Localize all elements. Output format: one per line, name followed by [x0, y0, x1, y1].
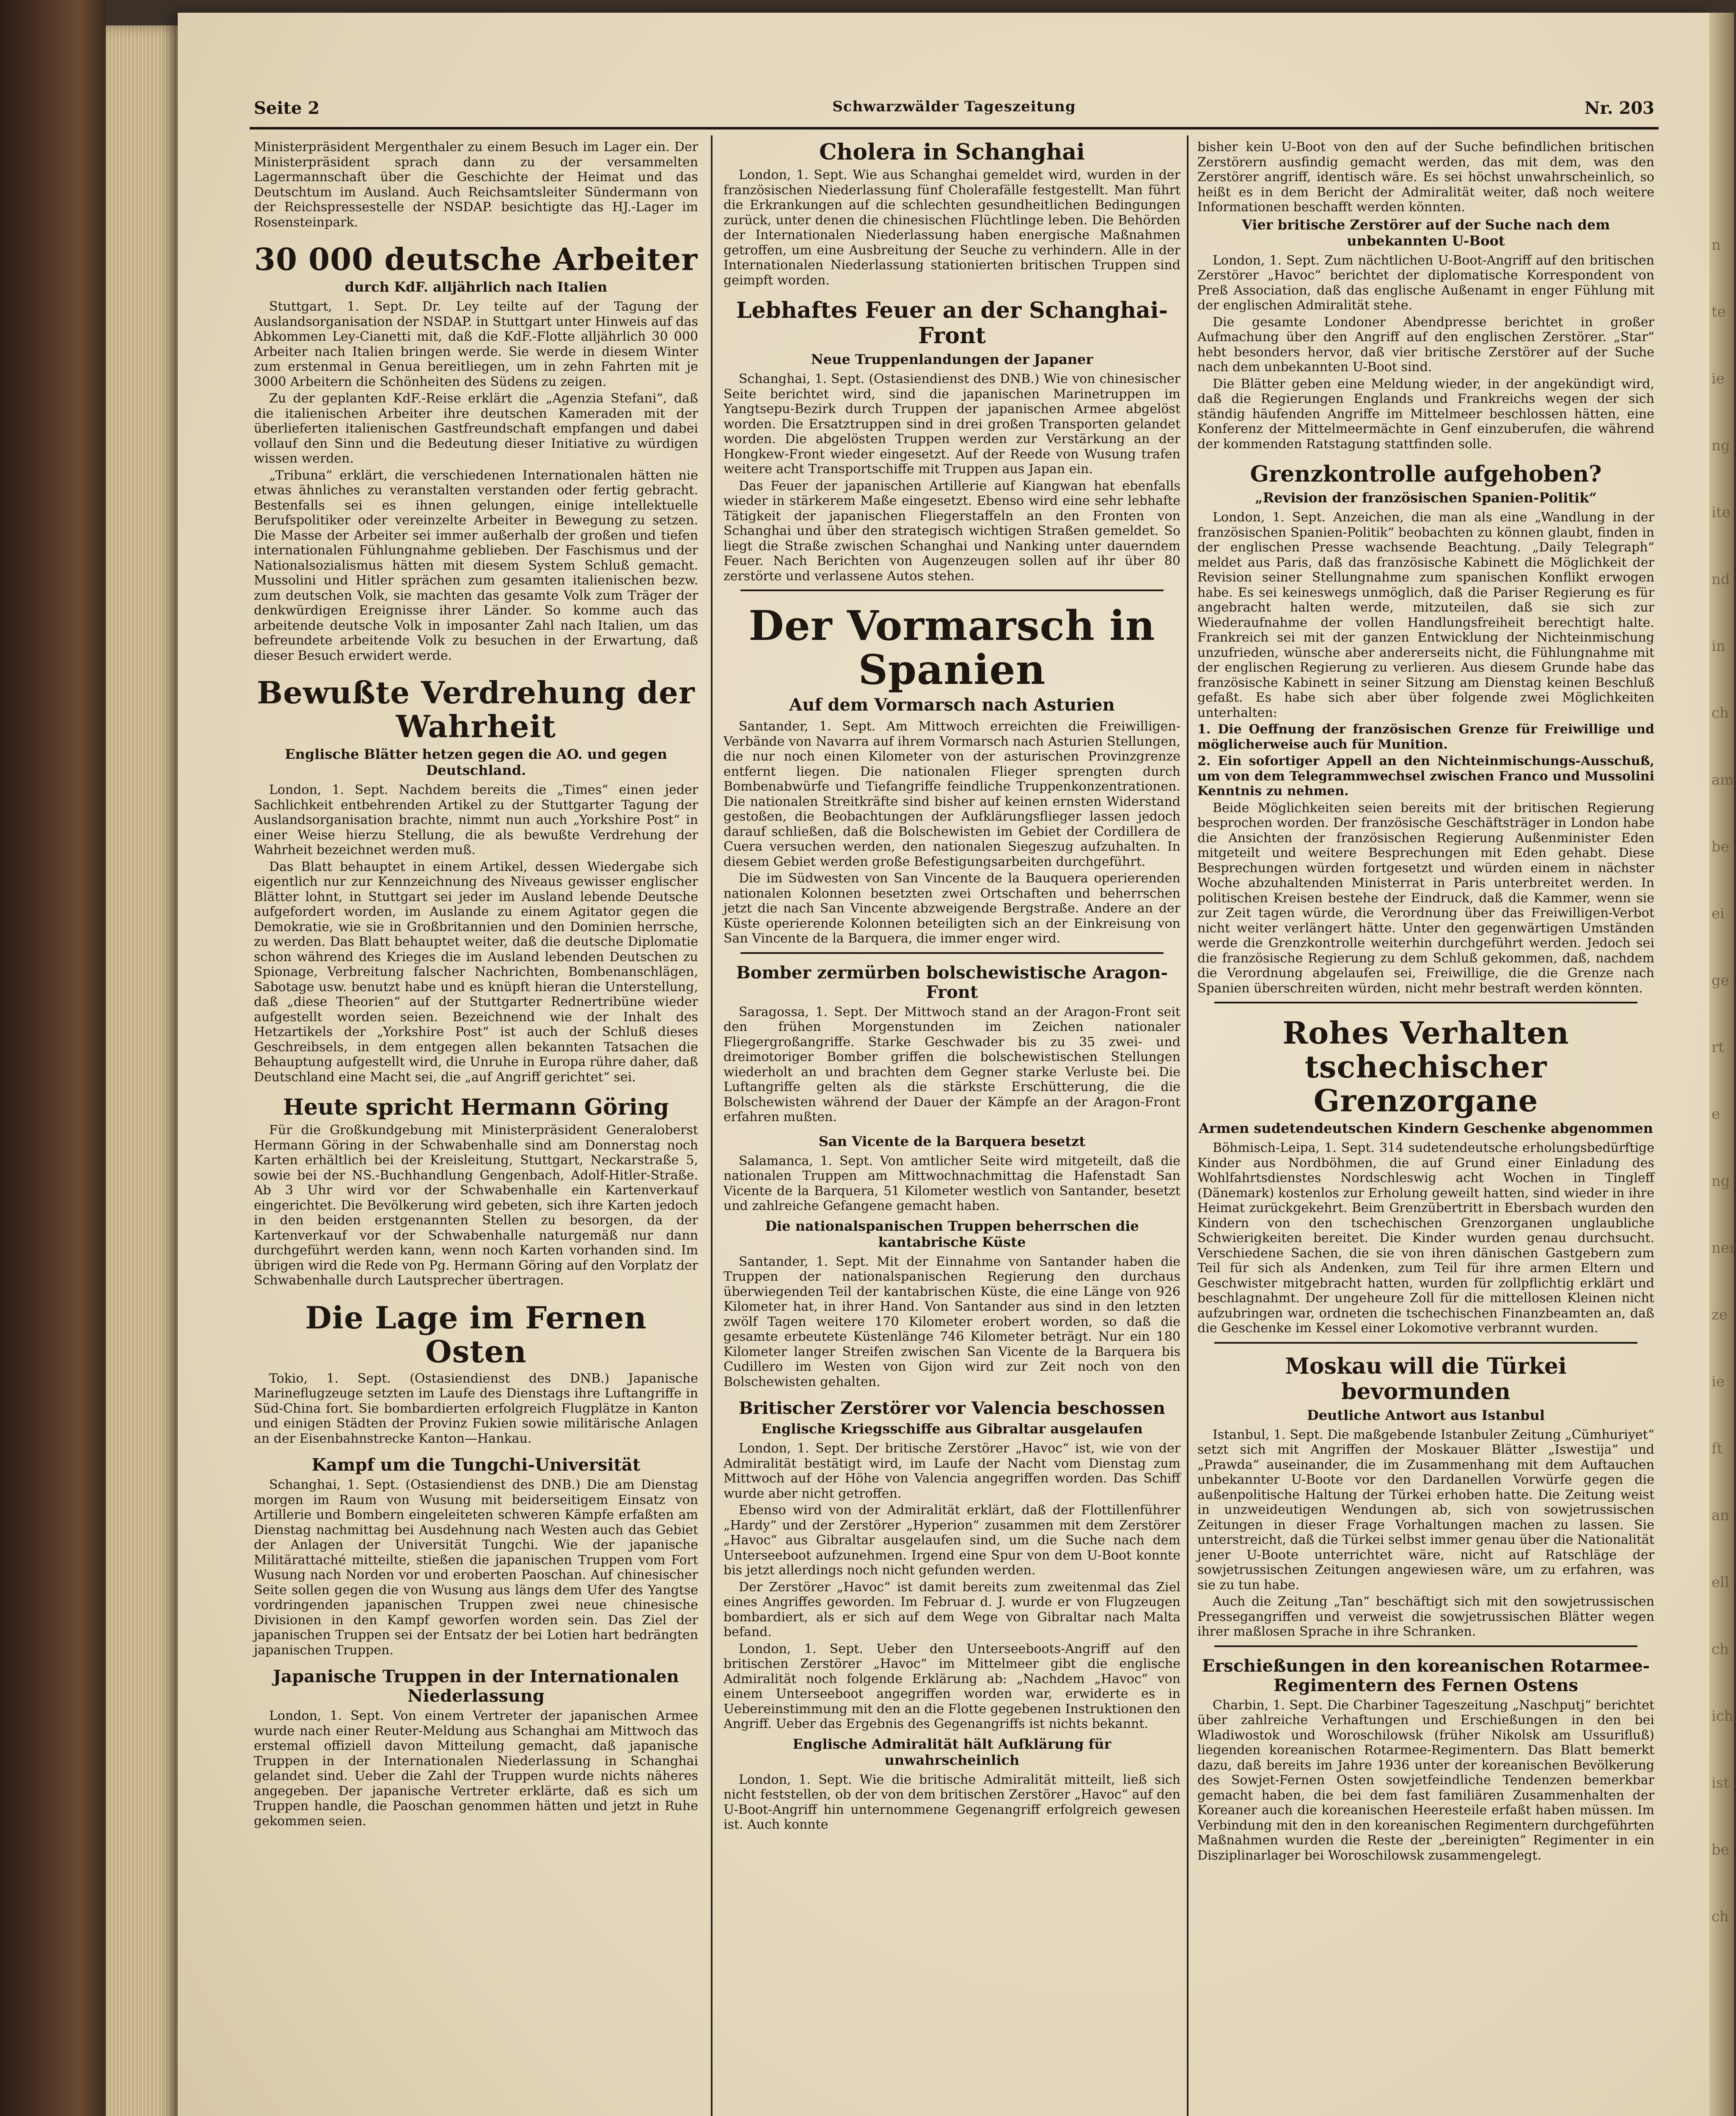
separator-rule	[740, 952, 1164, 954]
column-divider	[711, 135, 713, 2116]
article-paragraph: London, 1. Sept. Wie die britische Admiralität mitteilt, ließ sich nicht feststellen, ob der von dem britischen Zerstörer „Havoc“ auf den U-Boot-Angriff hin unternommene Gegenangriff erfolgreich gewesen ist. Auch konnte	[724, 1772, 1180, 1832]
bleed-fragment: ich	[1711, 1708, 1733, 1725]
bleed-fragment: ze	[1711, 1306, 1728, 1323]
article-paragraph: London, 1. Sept. Von einem Vertreter der japanischen Armee wurde nach einer Reuter-Meldung aus Schanghai am Mittwoch das erstemal offiziell davon Mitteilung gemacht, daß japanische Truppen in der Internationalen Niederlassung in Schanghai gelandet sind. Ueber die Zahl der Truppen wurde nichts näheres angegeben. Der japanische Vertreter erklärte, daß es sich um Truppen handle, die Paoschan genommen hätten und jetzt in Ruhe gekommen seien.	[254, 1708, 698, 1829]
article-paragraph: London, 1. Sept. Anzeichen, die man als eine „Wandlung in der französischen Spanien-Politik“ beobachten zu können glaubt, finden in der englischen Presse wachsende Beachtung. „Daily Telegraph“ meldet aus Paris, daß das französische Kabinett die Möglichkeit der Revision seiner Stellungnahme zum spanischen Konflikt erwogen habe. Es sei keineswegs unmöglich, daß die Pariser Regierung es für angebracht halten werde, mitzuteilen, daß sie sich zur Wiederaufnahme der vollen Handlungsfreiheit berechtigt halte. Frankreich sei mit der ganzen Entwicklung der Nichteinmischung unzufrieden, wünsche aber andererseits nicht, die Fühlungnahme mit der englischen Regierung zu verlieren. Aus diesem Grunde habe das französische Kabinett in seiner Sitzung am Dienstag keinen Beschluß gefaßt. Es habe sich aber über folgende zwei Möglichkeiten unterhalten:	[1197, 510, 1654, 720]
bleed-fragment: ng	[1711, 437, 1730, 454]
page-number: Seite 2	[254, 98, 320, 118]
headline: Cholera in Schanghai	[819, 139, 1085, 165]
subheadline: Englische Blätter hetzen gegen die AO. und gegen Deutschland.	[285, 746, 667, 778]
bleed-fragment: e	[1711, 1106, 1720, 1123]
article-paragraph: London, 1. Sept. Nachdem bereits die „Times“ einen jeder Sachlichkeit entbehrenden Artikel zu der Stuttgarter Tagung der Auslandsorganisation brachte, nimmt nun auch „Yorkshire Post“ in einer Weise hierzu Stellung, die als bewußte Verdrehung der Wahrheit bezeichnet werden muß.	[254, 782, 698, 857]
article-paragraph: 1. Die Oeffnung der französischen Grenze für Freiwillige und möglicherweise auch für Munition.	[1197, 722, 1654, 752]
newspaper-title: Schwarzwälder Tageszeitung	[832, 98, 1076, 115]
bleed-fragment: am	[1711, 771, 1734, 788]
article-paragraph: Der Zerstörer „Havoc“ ist damit bereits zum zweitenmal das Ziel eines Angriffes geworden. Im Februar d. J. wurde er von Flugzeugen bombardiert, als er sich auf dem Wege von Gibraltar nach Malta befand.	[724, 1579, 1180, 1639]
subheadline: Auf dem Vormarsch nach Asturien	[789, 695, 1115, 715]
bleed-fragment: nd	[1711, 571, 1730, 588]
article-paragraph: Charbin, 1. Sept. Die Charbiner Tageszeitung „Naschputj“ berichtet über zahlreiche Verhaftungen und Erschießungen in den bei Wladiwostok und Woroschilowsk (früher Nikolsk am Ussurifluß) liegenden koreanischen Rotarmee-Regimentern. Das Blatt bemerkt dazu, daß bereits im Jahre 1936 unter der koreanischen Bevölkerung des Sowjet-Fernen Osten sowjetfeindliche Tendenzen bemerkbar gemacht haben, die bei dem fast familiären Zusammenhalten der Koreaner auch die koreanischen Heeresteile erfaßt haben müssen. Im Verbindung mit den in den koreanischen Regimentern durchgeführten Maßnahmen wurden die Reste der „bereinigten“ Regimenter in ein Disziplinarlager bei Woroschilowsk zusammengelegt.	[1197, 1697, 1654, 1863]
bleed-fragment: ie	[1711, 1373, 1725, 1390]
article-paragraph: Das Blatt behauptet in einem Artikel, dessen Wiedergabe sich eigentlich nur zur Kennzeichnung des Niveaus gewisser englischer Blätter lohnt, in Stuttgart sei jeder im Ausland lebende Deutsche aufgefordert worden, im Auslande zu einem Agitator gegen die Demokratie, wie sie in Großbritannien und den Dominien herrsche, zu werden. Das Blatt behauptet weiter, daß die deutsche Diplomatie schon während des Krieges die im Ausland lebenden Deutschen zu Spionage, Verbreitung falscher Nachrichten, Bombenanschlägen, Sabotage usw. benutzt habe und es knüpft hieran die Unterstellung, daß „diese Theorien“ auf der Stuttgarter Rednertribüne wieder aufgestellt worden seien. Bezeichnend wie der Inhalt des Hetzartikels der „Yorkshire Post“ ist auch der Schluß dieses Geschreibsels, in dem entgegen allen bekannten Tatsachen die Behauptung aufgestellt wird, die Unruhe in Europa rühre daher, daß Deutschland eine Macht sei, die „auf Angriff gerichtet“ sei.	[254, 859, 698, 1085]
headline: Moskau will die Türkei bevormunden	[1285, 1353, 1567, 1405]
article-paragraph: Schanghai, 1. Sept. (Ostasiendienst des DNB.) Wie von chinesischer Seite berichtet wird, sind die japanischen Marinetruppen im Yangtsepu-Bezirk durch Truppen der japanischen Armee abgelöst worden. Die Ersatztruppen sind in drei großen Transporten gelandet worden. Die abgelösten Truppen werden zur Verstärkung an der Hongkew-Front wieder eingesetzt. Auf der Reede von Wusung trafen weitere acht Transportschiffe mit Truppen aus Japan ein.	[724, 372, 1180, 477]
headline: Heute spricht Hermann Göring	[283, 1094, 669, 1120]
bleed-fragment: an	[1711, 1507, 1730, 1524]
header-rule	[250, 127, 1659, 129]
article-paragraph: 2. Ein sofortiger Appell an den Nichteinmischungs-Ausschuß, um von dem Telegrammwechsel zwischen Franco und Mussolini Kenntnis zu nehmen.	[1197, 754, 1654, 799]
article-paragraph: Istanbul, 1. Sept. Die maßgebende Istanbuler Zeitung „Cümhuriyet“ setzt sich mit Angriffen der Moskauer Blätter „Iswestija“ und „Prawda“ auseinander, die im Zusammenhang mit dem Auftauchen unbekannter U-Boote vor den Dardanellen Vorwürfe gegen die außenpolitische Haltung der Türkei erhoben hatte. Die Zeitung weist in unzweideutigen Wendungen ab, sich von sowjetrussischen Zeitungen in dieser Frage Vorhaltungen machen zu lassen. Sie unterstreicht, daß die Türkei selbst immer genau über die Nationalität jener U-Boote unterrichtet wäre, nicht auf Ratschläge der sowjetrussischen Zeitungen angewiesen wäre, um zu erfahren, was sie zu tun habe.	[1197, 1427, 1654, 1593]
column-divider	[1187, 135, 1189, 2116]
headline: Lebhaftes Feuer an der Schanghai-Front	[736, 298, 1168, 349]
book-binding	[0, 0, 106, 2116]
next-page-bleed-text	[1711, 237, 1736, 1975]
bleed-fragment: n	[1711, 237, 1721, 253]
bleed-fragment: in	[1711, 638, 1725, 655]
bleed-fragment: ell	[1711, 1574, 1729, 1591]
article-paragraph: Beide Möglichkeiten seien bereits mit der britischen Regierung besprochen worden. Der französische Geschäftsträger in London habe die Ansichten der französischen Regierung Außenminister Eden mitgeteilt und weitere Besprechungen mit Eden gehabt. Diese Besprechungen würden fortgesetzt und würden einem in nächster Woche abzuhaltenden Ministerrat in Paris unterbreitet werden. In politischen Kreisen bestehe der Eindruck, daß die Kammer, wenn sie zur Zeit tagen würde, die Verordnung über das Freiwilligen-Verbot nicht weiter verlängert hätte. Unter den gegenwärtigen Umständen werde die Grenzkontrolle weiterhin durchgeführt werden. Jedoch sei die französische Regierung zu dem Schluß gekommen, daß, nachdem die Verordnung abgelaufen sei, Freiwillige, die die Grenze nach Spanien überschreiten würden, nicht mehr bestraft werden könnten.	[1197, 800, 1654, 996]
article-paragraph: London, 1. Sept. Ueber den Unterseeboots-Angriff auf den britischen Zerstörer „Havoc“ im Mittelmeer gibt die englische Admiralität noch folgende Erklärung ab: „Nachdem „Havoc“ von einem Unterseeboot angegriffen worden war, erwiderte es in Uebereinstimmung mit den an die Flotte gegebenen Instruktionen den Angriff. Ueber das Ergebnis des Gegenangriffs ist nichts bekannt.	[724, 1641, 1180, 1731]
bleed-fragment: ie	[1711, 370, 1725, 387]
article-paragraph: Saragossa, 1. Sept. Der Mittwoch stand an der Aragon-Front seit den frühen Morgenstunden im Zeichen nationaler Fliegergroßangriffe. Starke Geschwader bis zu 35 zwei- und dreimotoriger Bomber griffen die bolschewistischen Stellungen wiederholt an und brachten dem Gegner starke Verluste bei. Die Luftangriffe gelten als die stärkste Erschütterung, die die Bolschewisten während der Dauer der Kämpfe an der Aragon-Front erfahren mußten.	[724, 1004, 1180, 1124]
bleed-fragment: ch	[1711, 1641, 1729, 1658]
article-continuation: bisher kein U-Boot von den auf der Suche befindlichen britischen Zerstörern ausfindig gemacht werden, das mit dem, was den Zerstörer angriff, identisch wäre. Es sei höchst unwahrscheinlich, so heißt es in dem Bericht der Admiralität weiter, daß noch weitere Informationen beschafft werden könnten.	[1197, 140, 1654, 215]
headline: Rohes Verhalten tschechischer Grenzorgane	[1282, 1015, 1569, 1119]
bleed-fragment: ist	[1711, 1774, 1729, 1791]
bleed-fragment: te	[1711, 303, 1726, 320]
headline: Bomber zermürben bolschewistische Aragon-Front	[736, 962, 1168, 1002]
section-heading: Vier britische Zerstörer auf der Suche nach dem unbekannten U-Boot	[1241, 216, 1610, 249]
article-paragraph: London, 1. Sept. Der britische Zerstörer „Havoc“ ist, wie von der Admiralität bestätigt wird, im Laufe der Nacht vom Dienstag zum Mittwoch auf der Höhe von Valencia angegriffen worden. Das Schiff wurde aber nicht getroffen.	[724, 1441, 1180, 1501]
subheadline: „Revision der französischen Spanien-Politik“	[1255, 490, 1597, 506]
section-heading: Kampf um die Tungchi-Universität	[311, 1455, 641, 1475]
column-1	[254, 140, 698, 2116]
headline: Erschießungen in den koreanischen Rotarmee-Regimentern des Fernen Ostens	[1202, 1656, 1650, 1695]
section-heading: Japanische Truppen in der Internationalen Niederlassung	[273, 1667, 679, 1706]
bleed-fragment: ner	[1711, 1240, 1736, 1256]
page-header	[254, 98, 1654, 124]
article-paragraph: London, 1. Sept. Wie aus Schanghai gemeldet wird, wurden in der französischen Niederlassung fünf Cholerafälle festgestellt. Man führt die Erkrankungen auf die schlechten gesundheitlichen Bedingungen zurück, unter denen die chinesischen Flüchtlinge leben. Die Behörden der Internationalen Niederlassung haben energische Maßnahmen getroffen, um eine Ausbreitung der Seuche zu verhindern. Alle in der Internationalen Niederlassung stationierten britischen Truppen sind geimpft worden.	[724, 168, 1180, 288]
article-paragraph: „Tribuna“ erklärt, die verschiedenen Internationalen hätten nie etwas ähnliches zu veranstalten verstanden oder fertig gebracht. Bestenfalls sei es ihnen gelungen, einige intellektuelle Berufspolitiker oder vereinzelte Arbeiter in Bewegung zu setzen. Die Masse der Arbeiter sei immer außerhalb der großen und tiefen internationalen Fühlungnahme geblieben. Der Faschismus und der Nationalsozialismus hätten mit diesem System Schluß gemacht. Mussolini und Hitler sprächen zum gesamten italienischen bezw. zum deutschen Volk, sie machten das gesamte Volk zum Träger der denkwürdigen Ereignisse ihrer Länder. So komme auch das arbeitende deutsche Volk in imposanter Zahl nach Italien, um das befreundete arbeitende Volk zu besuchen in der Erwartung, daß dieser Besuch erwidert werde.	[254, 468, 698, 663]
article-paragraph: Für die Großkundgebung mit Ministerpräsident Generaloberst Hermann Göring in der Schwabenhalle sind am Donnerstag noch Karten erhältlich bei der Kreisleitung, Stuttgart, Neckarstraße 5, sowie bei der NS.-Buchhandlung Gengenbach, Adolf-Hitler-Straße. Ab 3 Uhr wird vor der Schwabenhalle ein Kartenverkauf eingerichtet. Die Bevölkerung wird gebeten, sich ihre Karten jedoch in den beiden erstgenannten Stellen zu besorgen, da der Kartenverkauf vor der Schwabenhalle naturgemäß nur dann durchgeführt werden kann, wenn noch Karten vorhanden sind. Im übrigen wird die Rede von Pg. Hermann Göring auf den Vorplatz der Schwabenhalle durch Lautsprecher übertragen.	[254, 1123, 698, 1288]
article-paragraph: Salamanca, 1. Sept. Von amtlicher Seite wird mitgeteilt, daß die nationalen Truppen am Mittwochnachmittag die Hafenstadt San Vicente de la Barquera, 51 Kilometer westlich von Santander, besetzt und zahlreiche Gefangene gemacht haben.	[724, 1153, 1180, 1213]
issue-number: Nr. 203	[1584, 98, 1654, 118]
article-continuation: Ministerpräsident Mergenthaler zu einem Besuch im Lager ein. Der Ministerpräsident sprach dann zu der versammelten Lagermannschaft über die Geschichte der Heimat und das Deutschtum im Ausland. Auch Reichsamtsleiter Sündermann von der Reichspressestelle der NSDAP. besichtigte das HJ.-Lager im Rosensteinpark.	[254, 140, 698, 230]
bleed-fragment: rt	[1711, 1039, 1724, 1056]
bleed-fragment: ge	[1711, 972, 1729, 989]
headline: 30 000 deutsche Arbeiter	[254, 241, 698, 277]
separator-rule	[1214, 1002, 1637, 1003]
article-paragraph: Tokio, 1. Sept. (Ostasiendienst des DNB.) Japanische Marineflugzeuge setzten im Laufe des Dienstags ihre Luftangriffe in Süd-China fort. Sie bombardierten erfolgreich Flugplätze in Kanton und einigen Städten der Provinz Fukien sowie militärische Anlagen an der Eisenbahnstrecke Kanton—Hankau.	[254, 1371, 698, 1446]
subheadline: Deutliche Antwort aus Istanbul	[1307, 1407, 1545, 1423]
headline: Bewußte Verdrehung der Wahrheit	[257, 675, 695, 744]
separator-rule	[740, 590, 1164, 591]
section-heading: Die nationalspanischen Truppen beherrschen die kantabrische Küste	[765, 1218, 1139, 1250]
column-2	[724, 140, 1180, 2116]
bleed-fragment: ei	[1711, 905, 1725, 922]
separator-rule	[1214, 1645, 1637, 1647]
bleed-fragment: ft	[1711, 1440, 1723, 1457]
article-paragraph: Schanghai, 1. Sept. (Ostasiendienst des DNB.) Die am Dienstag morgen im Raum von Wusung mit beiderseitigem Einsatz von Artillerie und Bombern eingeleiteten schweren Kämpfe erfaßten am Dienstag nachmittag bei Ausdehnung nach Westen auch das Gebiet der Anlagen der Universität Tungchi. Wie der japanische Militärattaché mitteilte, stießen die japanischen Truppen vom Fort Wusung nach Norden vor und eroberten Paoschan. Auf chinesischer Seite sollen gegen die von Wusung aus längs dem Ufer des Yangtse vordringenden japanischen Truppen zwei neue chinesische Divisionen in den Kampf geworfen worden sein. Das Ziel der japanischen Truppen sei der Entsatz der bei Lotien hart bedrängten japanischen Truppen.	[254, 1477, 698, 1658]
article-paragraph: Böhmisch-Leipa, 1. Sept. 314 sudetendeutsche erholungsbedürftige Kinder aus Nordböhmen, die auf Grund einer Einladung des Wohlfahrtsdienstes Nordschleswig acht Wochen in Tingleff (Dänemark) kostenlos zur Erholung geweilt hatten, sind wieder in ihre Heimat zurückgekehrt. Beim Grenzübertritt in Ebersbach wurden den Kindern von den tschechischen Grenzorganen unglaubliche Schwierigkeiten bereitet. Die Kinder wurden genau durchsucht. Verschiedene Sachen, die sie von ihren dänischen Gastgebern zum Teil für sich als Andenken, zum Teil für ihre armen Eltern und Geschwister mitgebracht hatten, wurden für zollpflichtig erklärt und beschlagnahmt. Der ungeheure Zoll für die mittellosen Kleinen nicht aufzubringen war, ordneten die tschechischen Finanzbeamten an, daß die Geschenke im Kessel einer Lokomotive verbrannt wurden.	[1197, 1141, 1654, 1336]
article-paragraph: Das Feuer der japanischen Artillerie auf Kiangwan hat ebenfalls wieder in stärkerem Maße eingesetzt. Ebenso wird eine sehr lebhafte Tätigkeit der japanischen Fliegerstaffeln an den Fronten von Schanghai und über den strategisch wichtigen Straßen gemeldet. So liegt die Straße zwischen Schanghai und Nanking unter dauerndem Feuer. Nach Berichten von Augenzeugen sollen auf ihr über 80 zerstörte und verlassene Autos stehen.	[724, 478, 1180, 584]
section-heading: San Vicente de la Barquera besetzt	[818, 1133, 1086, 1149]
headline: Britischer Zerstörer vor Valencia beschossen	[738, 1398, 1166, 1418]
article-paragraph: Ebenso wird von der Admiralität erklärt, daß der Flottillenführer „Hardy“ und der Zerstörer „Hyperion“ zusammen mit dem Zerstörer „Havoc“ aus Gibraltar ausgelaufen sind, um die Suche nach dem Unterseeboot aufzunehmen. Irgend eine Spur von dem U-Boot konnte bis jetzt allerdings noch nicht gefunden werden.	[724, 1503, 1180, 1578]
article-paragraph: Santander, 1. Sept. Am Mittwoch erreichten die Freiwilligen-Verbände von Navarra auf ihrem Vormarsch nach Asturien Stellungen, die nur noch einen Kilometer von der asturischen Provinzgrenze entfernt liegen. Die nationalen Flieger sprengten durch Bombenabwürfe und Tiefangriffe feindliche Truppenkonzentrationen. Die nationalen Streitkräfte sind bisher auf keinen ernsten Widerstand gestoßen, die Beobachtungen der Aufklärungsflieger lassen jedoch darauf schließen, daß die Bolschewisten im Gebiet der Cordillera de Cuera versuchen werden, den nationalen Siegeszug aufzuhalten. In diesem Gebiet werden große Befestigungsarbeiten durchgeführt.	[724, 719, 1180, 869]
page-edges	[106, 25, 182, 2116]
bleed-fragment: ng	[1711, 1173, 1730, 1190]
section-heading: Englische Admiralität hält Aufklärung für unwahrscheinlich	[792, 1736, 1111, 1768]
column-3	[1197, 140, 1654, 2116]
article-paragraph: Die im Südwesten von San Vincente de la Bauquera operierenden nationalen Kolonnen besetzten zwei Ortschaften und beherrschen jetzt die nach San Vincente abzweigende Bergstraße. Andere an der Küste operierende Kolonnen beteiligten sich an der Einkreisung von San Vincente de la Barquera, die immer enger wird.	[724, 871, 1180, 946]
article-paragraph: Zu der geplanten KdF.-Reise erklärt die „Agenzia Stefani“, daß die italienischen Arbeiter ihre deutschen Kameraden mit der überlieferten italienischen Gastfreundschaft empfangen und dabei vollauf den Sinn und die Bedeutung dieser Initiative zu würdigen wissen werden.	[254, 391, 698, 466]
headline: Grenzkontrolle aufgehoben?	[1250, 461, 1602, 487]
bleed-fragment: ch	[1711, 1908, 1729, 1925]
bleed-fragment: be	[1711, 838, 1729, 855]
article-paragraph: Die Blätter geben eine Meldung wieder, in der angekündigt wird, daß die Regierungen Englands und Frankreichs wegen der sich ständig häufenden Angriffe im Mittelmeer beschlossen hätten, eine Konferenz der Mittelmeermächte in Genf einzuberufen, die während der kommenden Ratstagung stattfinden solle.	[1197, 376, 1654, 452]
article-paragraph: Auch die Zeitung „Tan“ beschäftigt sich mit den sowjetrussischen Pressegangriffen und verweist die sowjetrussischen Blätter wegen ihrer maßlosen Sprache in ihre Schranken.	[1197, 1594, 1654, 1639]
article-paragraph: Santander, 1. Sept. Mit der Einnahme von Santander haben die Truppen der nationalspanischen Regierung den durchaus überwiegenden Teil der kantabrischen Küste, die eine Länge von 926 Kilometer hat, in ihrer Hand. Von Santander aus sind in den letzten zwölf Tagen weitere 170 Kilometer erobert worden, so daß die gesamte erbeutete Küstenlänge 746 Kilometer beträgt. Nur ein 180 Kilometer langer Streifen zwischen San Vicente de la Barquera bis Cudillero im Westen von Gijon wird zur Zeit noch von den Bolschewisten gehalten.	[724, 1254, 1180, 1389]
article-paragraph: Die gesamte Londoner Abendpresse berichtet in großer Aufmachung über den Angriff auf den englischen Zerstörer. „Star“ hebt besonders hervor, daß vier britische Zerstörer auf der Suche nach dem unbekannten U-Boot sind.	[1197, 314, 1654, 375]
subheadline: Englische Kriegsschiffe aus Gibraltar ausgelaufen	[761, 1421, 1143, 1437]
headline: Der Vormarsch in Spanien	[748, 602, 1155, 694]
headline: Die Lage im Fernen Osten	[305, 1299, 647, 1369]
bleed-fragment: ch	[1711, 705, 1729, 722]
bleed-fragment: ite	[1711, 504, 1730, 521]
subheadline: Neue Truppenlandungen der Japaner	[811, 351, 1093, 367]
subheadline: durch KdF. alljährlich nach Italien	[344, 279, 608, 295]
subheadline: Armen sudetendeutschen Kindern Geschenke abgenommen	[1199, 1120, 1653, 1136]
bleed-fragment: be	[1711, 1841, 1729, 1858]
article-paragraph: London, 1. Sept. Zum nächtlichen U-Boot-Angriff auf den britischen Zerstörer „Havoc“ berichtet der diplomatische Korrespondent von Preß Association, daß das englische Außenamt in enger Fühlung mit der englischen Admiralität stehe.	[1197, 253, 1654, 313]
separator-rule	[1214, 1342, 1637, 1344]
article-paragraph: Stuttgart, 1. Sept. Dr. Ley teilte auf der Tagung der Auslandsorganisation der NSDAP. in Stuttgart unter Hinweis auf das Abkommen Ley-Cianetti mit, daß die KdF.-Flotte alljährlich 30 000 Arbeiter nach Italien bringen werde. Sie werde in diesem Winter zum erstenmal in Genua bereitliegen, um in zehn Fahrten mit je 3000 Arbeitern die Schönheiten des Südens zu zeigen.	[254, 299, 698, 389]
